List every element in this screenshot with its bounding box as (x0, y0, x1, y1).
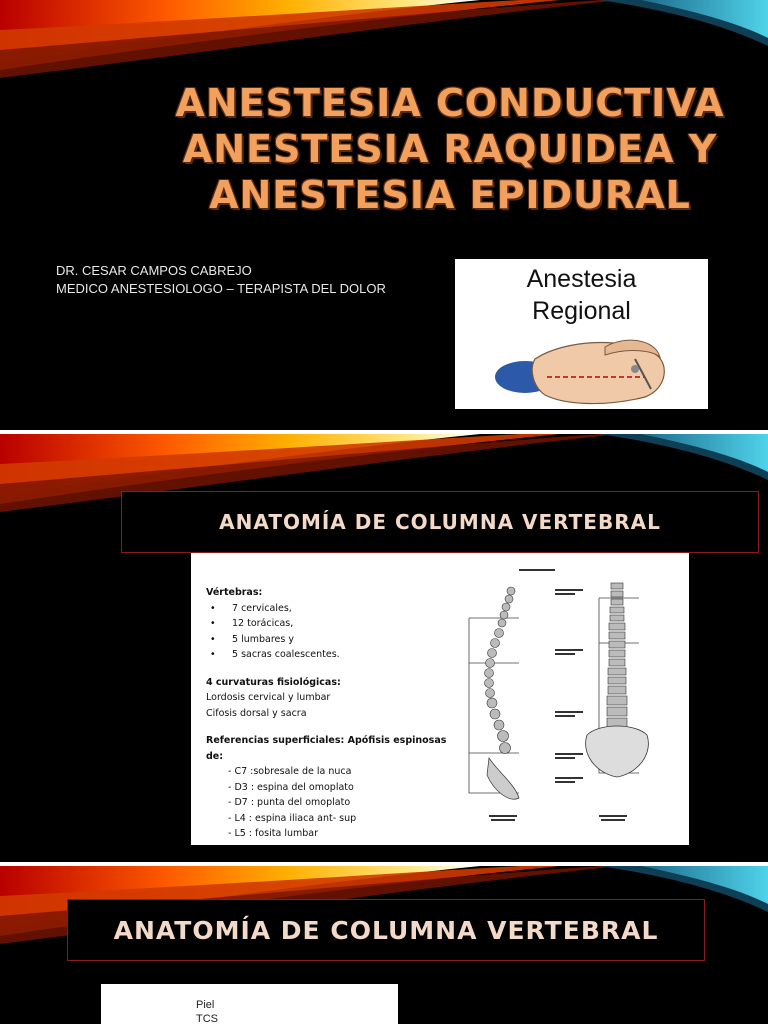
list-item: Cifosis dorsal y sacra (206, 707, 307, 719)
list-item: - C7 :sobresale de la nuca (228, 766, 352, 777)
swoosh-decoration (0, 0, 768, 80)
author-role: MEDICO ANESTESIOLOGO – TERAPISTA DEL DOLOR (56, 281, 386, 296)
author-name: DR. CESAR CAMPOS CABREJO (56, 263, 252, 278)
title-line: ANESTESIA RAQUIDEA Y (182, 127, 718, 171)
regional-title-line: Regional (532, 297, 631, 325)
list-item: Lordosis cervical y lumbar (206, 692, 331, 703)
referencias-label: Referencias superficiales: Apófisis espinosas de: (206, 735, 447, 762)
list-item: - L4 : espina iliaca ant- sup (228, 812, 357, 824)
list-item: • 5 lumbares y (206, 632, 456, 648)
anatomy-panel (191, 553, 689, 845)
slide-header-text: ANATOMÍA DE COLUMNA VERTEBRAL (113, 915, 659, 945)
list-item: • 12 torácicas, (206, 616, 456, 632)
vertebras-label: Vértebras: (206, 587, 263, 598)
slide-anatomy (0, 434, 768, 862)
slide-anatomy-2 (0, 866, 768, 1024)
slide-header (121, 491, 759, 553)
list-item: - L5 : fosita lumbar (228, 828, 319, 839)
slide-header (67, 899, 705, 961)
list-item: - D3 : espina del omoplato (228, 781, 354, 793)
list-item: • 5 sacras coalescentes. (206, 647, 456, 663)
regional-title-line: Anestesia (526, 265, 637, 293)
presentation-title (150, 80, 750, 218)
anatomy-notes (206, 585, 456, 842)
layers-image (101, 984, 398, 1024)
title-line: ANESTESIA EPIDURAL (209, 173, 691, 217)
list-item: • 7 cervicales, (206, 601, 456, 617)
piel-label: Piel (196, 999, 215, 1011)
regional-anesthesia-image (455, 259, 708, 409)
curvaturas-label: 4 curvaturas fisiológicas: (206, 676, 341, 688)
layers-labels (196, 998, 218, 1024)
author-block (56, 262, 386, 298)
patient-illustration (455, 259, 708, 409)
tcs-label: TCS (196, 1013, 218, 1024)
slide-header-text: ANATOMÍA DE COLUMNA VERTEBRAL (219, 510, 661, 534)
slide-title (0, 0, 768, 430)
spine-diagram (459, 563, 689, 835)
title-line: ANESTESIA CONDUCTIVA (175, 81, 725, 125)
vertebras-list (206, 601, 456, 663)
list-item: - D7 : punta del omoplato (228, 797, 351, 808)
